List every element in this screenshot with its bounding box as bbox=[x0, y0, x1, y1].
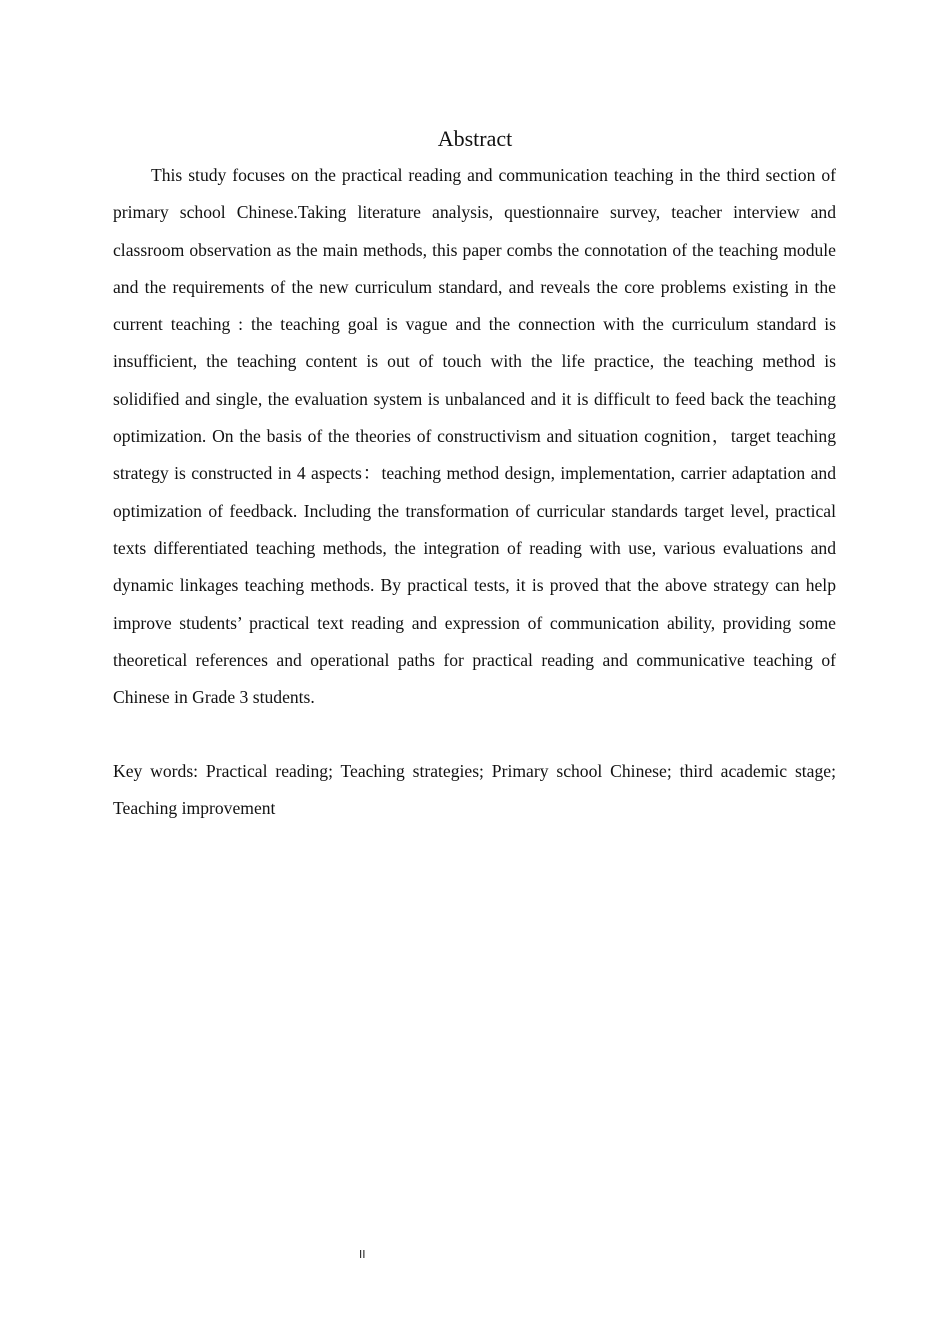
keywords-line: Key words: Practical reading; Teaching strategies; Primary school Chinese; third academic stage; Teaching improvement bbox=[113, 761, 836, 819]
page-number: II bbox=[359, 1248, 366, 1261]
page-title: Abstract bbox=[437, 126, 513, 151]
abstract-paragraph: This study focuses on the practical reading and communication teaching in the third section of primary school Chinese.Taking literature analysis, questionnaire survey, teacher interview and classroom observation as the main methods, this paper combs the connotation of the teaching module and the requirements of the new curriculum standard, and reveals the core problems existing in the current teaching : the teaching goal is vague and the connection with the curriculum standard is insufficient, the teaching content is out of touch with the life practice, the teaching method is solidified and single, the evaluation system is unbalanced and it is difficult to feed back the teaching optimization. On the basis of the theories of constructivism and situation cognition，target teaching strategy is constructed in 4 aspects：teaching method design, implementation, carrier adaptation and optimization of feedback. Including the transformation of curricular standards target level, practical texts differentiated teaching methods, the integration of reading with use, various evaluations and dynamic linkages teaching methods. By practical tests, it is proved that the above strategy can help improve students’ practical text reading and expression of communication ability, providing some theoretical references and operational paths for practical reading and communicative teaching of Chinese in Grade 3 students. bbox=[113, 165, 836, 708]
